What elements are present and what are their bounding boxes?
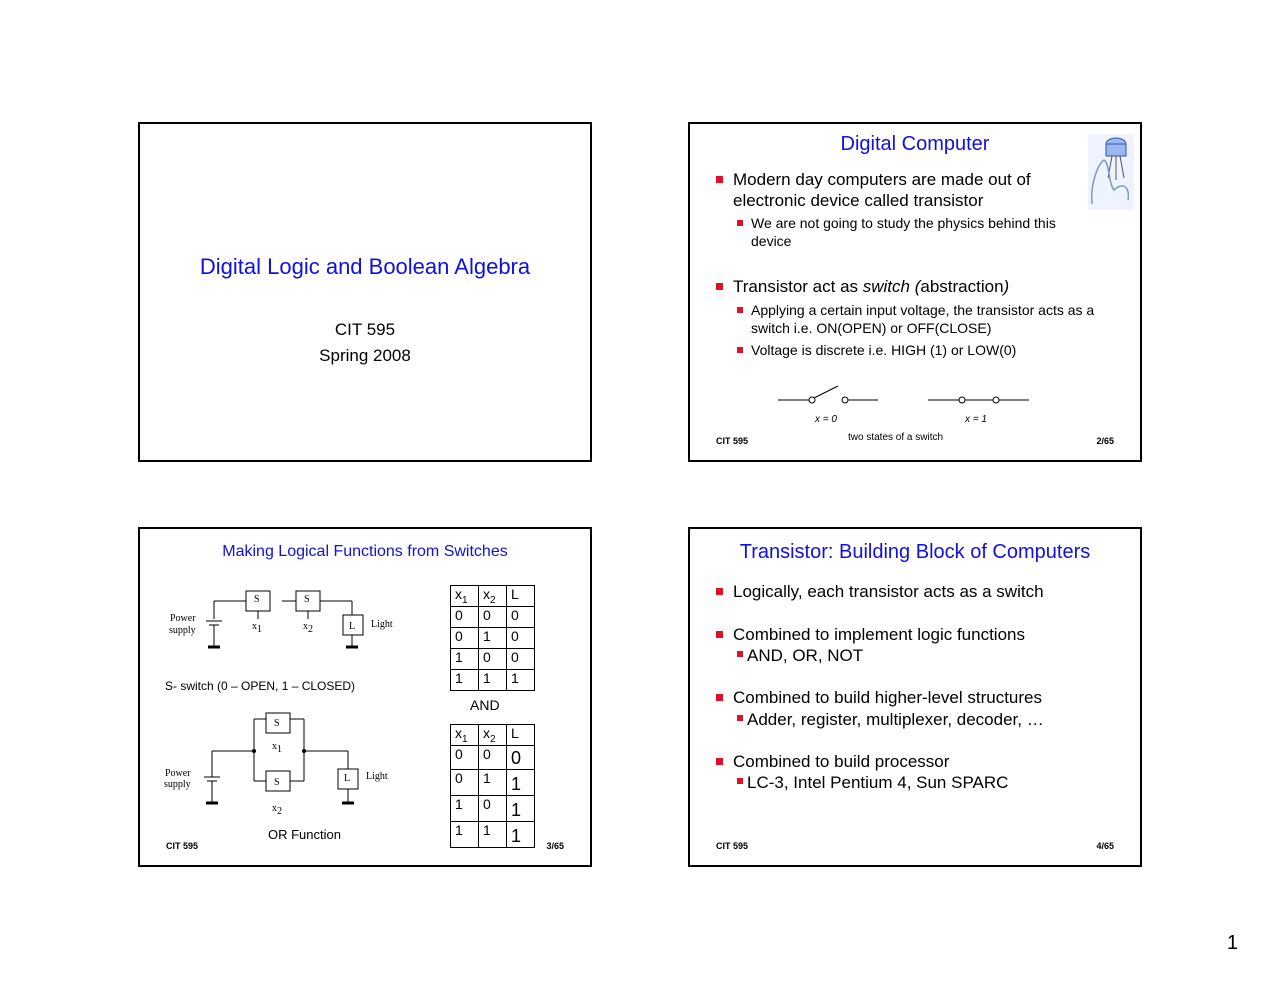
slide-4-sub-2 [737,645,863,666]
transistor-in-hand-icon [1088,134,1134,210]
slide-3 [138,527,592,867]
slide-2-title: Digital Computer [840,133,990,155]
table-cell: 0 [479,796,507,822]
or-x1-label: $x_1$ [272,741,282,755]
table-row [451,770,535,796]
bullet-icon [716,694,723,701]
switch-states-diagram [776,382,1036,414]
slide-4-bullet-4-text: Combined to build processor [733,752,950,771]
slide-4-sub-4 [737,772,1008,793]
and-x1-label: $x_1$ [252,621,262,635]
table-cell: 0 [451,607,479,628]
slide-4-bullet-2-text: Combined to implement logic functions [733,625,1025,644]
header-x2: $x_2$ [479,725,507,746]
table-cell: 1 [479,628,507,649]
slide-4 [688,527,1142,867]
slide-4-bullet-4 [716,751,949,772]
or-function-label: OR Function [268,827,341,842]
slide-4-bullet-1 [716,581,1044,602]
table-row [451,670,535,691]
bullet-icon [716,588,723,595]
table-row [451,822,535,848]
table-cell: 1 [507,770,535,796]
or-truth-table [450,724,535,848]
bullet-icon [716,283,723,290]
slide-4-sub-3 [737,709,1044,730]
slide-2-sub-2b [737,341,1107,359]
table-cell: 0 [507,746,535,770]
table-row [451,649,535,670]
slide-4-bullet-2 [716,624,1025,645]
header-x1: $x_1$ [451,725,479,746]
slide-1-course: CIT 595 [334,320,396,339]
or-supply-label: supply [164,779,191,790]
and-power-label: Power [170,613,196,624]
or-switch-2-label: S [274,777,280,788]
and-supply-label: supply [169,625,196,636]
slide-4-bullet-3-text: Combined to build higher-level structures [733,688,1042,707]
table-cell: 1 [479,822,507,848]
table-cell: 0 [479,746,507,770]
slide-2 [688,122,1142,462]
table-cell: 1 [451,649,479,670]
or-light-label: Light [366,771,388,782]
table-cell: 0 [451,628,479,649]
table-cell: 1 [479,770,507,796]
table-cell: 0 [507,649,535,670]
bullet-icon [737,778,743,784]
bullet-icon [716,176,723,183]
slide-2-bullet-1 [716,169,1046,211]
slide-2-bullet-2 [716,276,1116,297]
table-cell: 1 [451,670,479,691]
table-cell: 1 [507,822,535,848]
slide-4-bullet-3 [716,687,1042,708]
table-cell: 1 [451,822,479,848]
table-cell: 0 [507,628,535,649]
slide-2-page-number: 2/65 [1096,436,1114,446]
and-x2-label: $x_2$ [303,621,313,635]
slide-2-sub-1 [737,214,1087,250]
table-cell: 0 [507,607,535,628]
table-row [451,628,535,649]
and-truth-table [450,585,535,691]
bullet-icon [737,307,743,313]
or-circuit-diagram [162,709,402,819]
document-page-number: 1 [1226,932,1238,954]
and-light-label: Light [371,619,393,630]
closed-switch [928,397,1029,403]
slide-2-sub-2a-text: Applying a certain input voltage, the transistor acts as a switch i.e. ON(OPEN) or OFF(CLOSE) [751,302,1095,336]
or-switch-1-label: S [274,718,280,729]
table-row [451,607,535,628]
slide-4-sub-2-text: AND, OR, NOT [747,646,864,665]
table-cell: 1 [479,670,507,691]
table-row [451,746,535,770]
header-x2: $x_2$ [479,586,507,607]
slide-4-bullet-1-text: Logically, each transistor acts as a switch [733,582,1044,601]
slide-4-title: Transistor: Building Block of Computers [739,541,1091,563]
slide-4-sub-4-text: LC-3, Intel Pentium 4, Sun SPARC [747,773,1009,792]
table-cell: 0 [479,607,507,628]
table-row [451,796,535,822]
table-cell: 0 [479,649,507,670]
switch-closed-label: x = 1 [965,414,987,425]
slide-3-page-number: 3/65 [546,841,564,851]
switch-note: S- switch (0 – OPEN, 1 – CLOSED) [165,679,356,693]
slide-4-sub-3-text: Adder, register, multiplexer, decoder, … [747,710,1044,729]
slide-3-title: Making Logical Functions from Switches [222,543,508,560]
and-light-box-label: L [349,621,356,632]
table-cell: 1 [507,670,535,691]
header-l: L [507,725,535,746]
or-light-box-label: L [344,773,351,784]
table-cell: 1 [507,796,535,822]
header-x1: $x_1$ [451,586,479,607]
table-cell: 0 [451,746,479,770]
slide-3-footer-left: CIT 595 [166,841,199,851]
switch-caption: two states of a switch [848,432,944,443]
slide-4-page-number: 4/65 [1096,841,1114,851]
slide-2-sub-1-text: We are not going to study the physics behind this device [751,215,1056,249]
slide-2-bullet-1-text: Modern day computers are made out of electronic device called transistor [733,170,1031,210]
and-switch-1-label: S [254,594,260,605]
slide-1-title: Digital Logic and Boolean Algebra [199,254,531,279]
slide-2-sub-2b-text: Voltage is discrete i.e. HIGH (1) or LOW(0) [751,342,1017,358]
table-cell: 0 [451,770,479,796]
bullet-icon [716,631,723,638]
slide-4-footer-left: CIT 595 [716,841,749,851]
bullet-icon [716,758,723,765]
slide-2-bullet-2-text: Transistor act as switch (abstraction) [733,277,1010,296]
open-switch [778,386,878,403]
and-switch-2-label: S [304,594,310,605]
and-label: AND [470,697,500,713]
table-cell: 1 [451,796,479,822]
bullet-icon [737,347,743,353]
slide-1 [138,122,592,462]
bullet-icon [737,220,743,226]
slide-2-footer-left: CIT 595 [716,436,749,446]
slide-1-term: Spring 2008 [319,346,411,365]
slide-2-sub-2a [737,301,1107,337]
or-power-label: Power [165,768,191,779]
header-l: L [507,586,535,607]
table-header-row [451,586,535,607]
and-circuit-diagram [162,581,402,661]
bullet-icon [737,715,743,721]
switch-open-label: x = 0 [815,414,837,425]
table-header-row [451,725,535,746]
bullet-icon [737,651,743,657]
or-x2-label: $x_2$ [272,803,282,817]
